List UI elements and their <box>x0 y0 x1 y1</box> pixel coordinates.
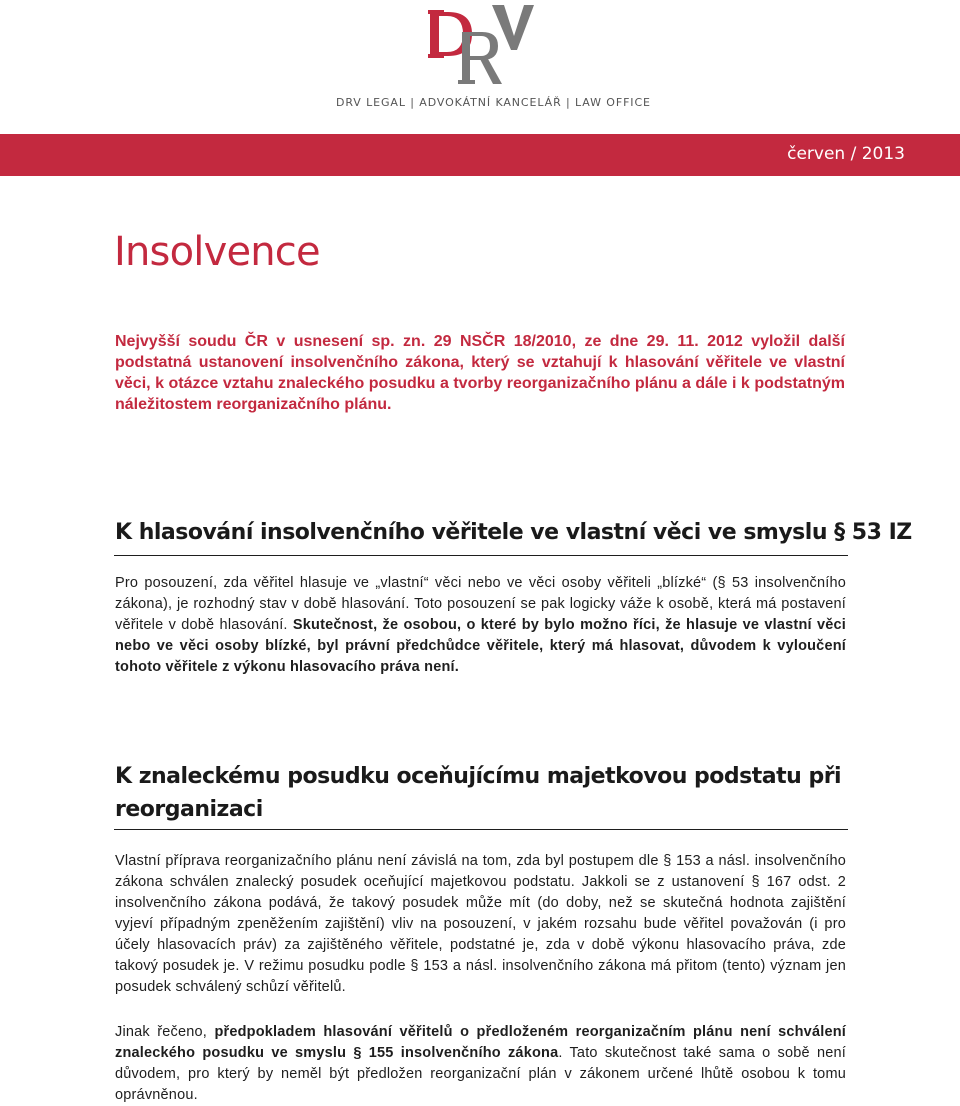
header-band <box>0 134 960 176</box>
page-title: Insolvence <box>114 229 320 275</box>
section-2-heading-line-2: reorganizaci <box>115 797 263 822</box>
section-1-paragraph <box>115 573 846 678</box>
section-2-heading <box>115 760 841 826</box>
section-1-rule <box>114 555 848 556</box>
issue-date: červen / 2013 <box>787 144 905 164</box>
section-2-text-a: Jinak řečeno, <box>115 1024 215 1040</box>
logo-letter-r <box>458 32 502 84</box>
logo-letter-v <box>492 5 534 50</box>
section-2-emphasis: předpokladem hlasování věřitelů o předloženém reorganizačním plánu není schválení znaleckého posudku ve smyslu § 155 insolvenčního zákona <box>115 1024 846 1061</box>
drv-logo <box>428 4 538 86</box>
section-2-text-b: . Tato skutečnost také sama o sobě není důvodem, pro který by neměl být předložen reorganizační plán v zákonem určené lhůtě osobou k tomu oprávněnou. <box>115 1045 846 1103</box>
section-2-paragraph-2 <box>115 1022 846 1106</box>
section-2-rule <box>114 829 848 830</box>
lead-paragraph: Nejvyšší soudu ČR v usnesení sp. zn. 29 NSČR 18/2010, ze dne 29. 11. 2012 vyložil další podstatná ustanovení insolvenčního zákona, který se vztahují k hlasování věřitele ve vlastní věci, k otázce vztahu znaleckého posudku a tvorby reorganizačního plánu a dále i k podstatným náležitostem reorganizačního plánu. <box>115 333 845 413</box>
section-2-heading-line-1: K znaleckému posudku oceňujícímu majetkovou podstatu při <box>115 764 842 789</box>
section-2-paragraph-1: Vlastní příprava reorganizačního plánu není závislá na tom, zda byl postupem dle § 153 a násl. insolvenčního zákona schválen znalecký posudek oceňující majetkovou podstatu. Jakkoli se z ustanovení § 167 odst. 2 insolvenčního zákona podává, že takový posudek může mít (do doby, než se skutečná hodnota zajištění vyjeví případným zpeněžením zajištění) vliv na posouzení, v jakém rozsahu bude věřitel považován (i pro účely hlasovacích práv) za zajištěného věřitele, podstatné je, zda v době výkonu hlasovacího práva, zde takový posudek je. V režimu posudku podle § 153 a násl. insolvenčního zákona má přitom (tento) význam jen posudek schválený schůzí věřitelů. <box>115 853 846 995</box>
section-1-heading: K hlasování insolvenčního věřitele ve vlastní věci ve smyslu § 53 IZ <box>115 520 912 545</box>
brand-tagline: DRV LEGAL | ADVOKÁTNÍ KANCELÁŘ | LAW OFFICE <box>336 96 651 109</box>
section-1-text: Pro posouzení, zda věřitel hlasuje ve „vlastní“ věci nebo ve věci osoby věřiteli „blízké“ (§ 53 insolvenčního zákona), je rozhodný stav v době hlasování. Toto posouzení se pak logicky váže k osobě, která má postavení věřitele v době hlasování. <box>115 575 846 633</box>
section-1-emphasis: Skutečnost, že osobou, o které by bylo možno říci, že hlasuje ve vlastní věci nebo ve věci osoby blízké, byl právní předchůdce věřitele, který má hlasovat, důvodem k vyloučení tohoto věřitele z výkonu hlasovacího práva není. <box>115 617 846 675</box>
